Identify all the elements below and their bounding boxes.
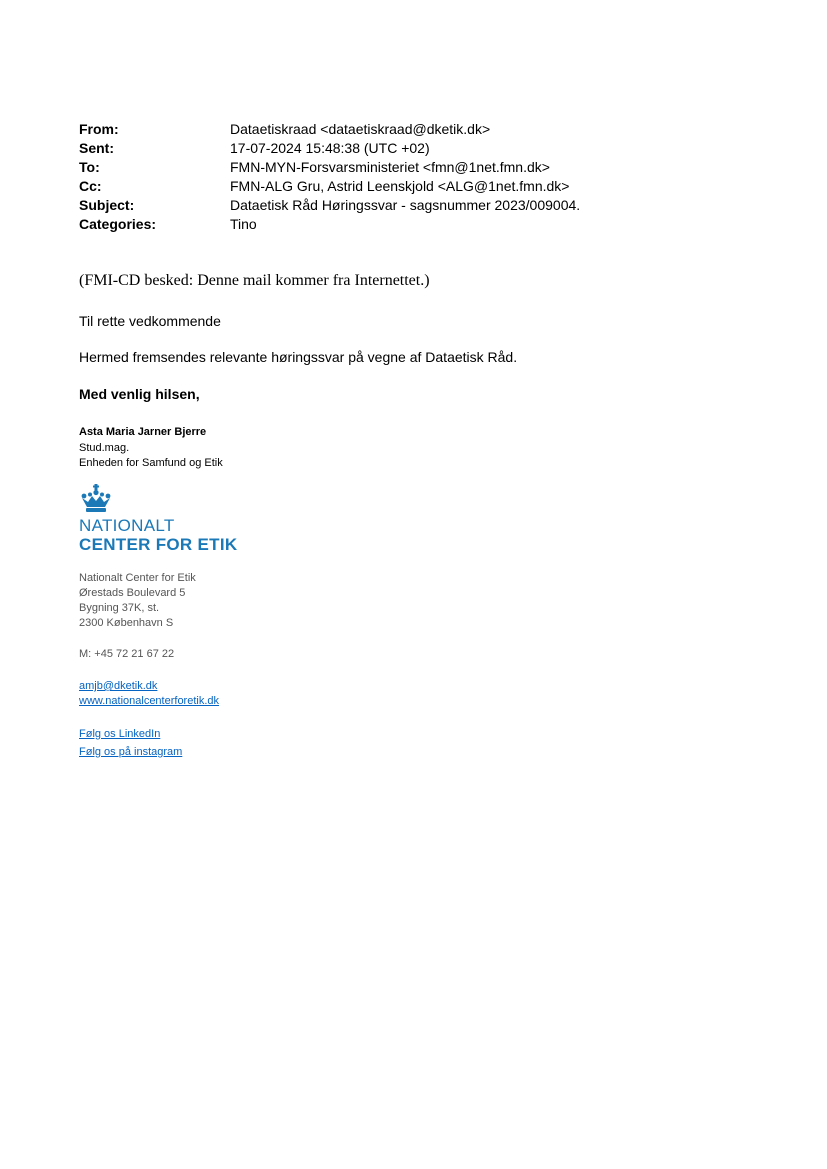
website-link[interactable]: www.nationalcenterforetik.dk <box>79 695 220 707</box>
signature-title: Stud.mag. <box>79 442 130 454</box>
address-line: Nationalt Center for Etik <box>79 572 196 584</box>
email-link[interactable]: amjb@dketik.dk <box>79 680 158 692</box>
logo-line-2: CENTER FOR ETIK <box>79 535 238 554</box>
logo-wordmark <box>79 516 237 554</box>
closing: Med venlig hilsen, <box>79 386 200 402</box>
header-key: Subject: <box>79 197 135 213</box>
header-value: Dataetiskraad <dataetiskraad@dketik.dk> <box>230 121 491 137</box>
header-value: Tino <box>230 216 257 232</box>
header-value: Dataetisk Råd Høringssvar - sagsnummer 2023/009004. <box>230 197 581 213</box>
header-key: Sent: <box>79 140 114 156</box>
header-value: FMN-MYN-Forsvarsministeriet <fmn@1net.fmn.dk> <box>230 159 550 175</box>
header-value: 17-07-2024 15:48:38 (UTC +02) <box>230 140 430 156</box>
header-key: From: <box>79 121 119 137</box>
signature-unit: Enheden for Samfund og Etik <box>79 457 223 469</box>
logo-line-1: NATIONALT <box>79 516 175 535</box>
header-value: FMN-ALG Gru, Astrid Leenskjold <ALG@1net.fmn.dk> <box>230 178 570 194</box>
greeting: Til rette vedkommende <box>79 313 221 329</box>
address-line: 2300 København S <box>79 617 174 629</box>
instagram-link[interactable]: Følg os på instagram <box>79 746 183 758</box>
external-mail-notice: (FMI-CD besked: Denne mail kommer fra Internettet.) <box>79 272 430 289</box>
address-line: Ørestads Boulevard 5 <box>79 587 186 599</box>
signature-name: Asta Maria Jarner Bjerre <box>79 426 207 438</box>
address-line: Bygning 37K, st. <box>79 602 160 614</box>
crown-icon <box>79 484 113 514</box>
message-text: Hermed fremsendes relevante høringssvar på vegne af Dataetisk Råd. <box>79 349 518 365</box>
header-key: Categories: <box>79 216 157 232</box>
header-key: To: <box>79 159 100 175</box>
phone-number: M: +45 72 21 67 22 <box>79 648 175 660</box>
linkedin-link[interactable]: Følg os LinkedIn <box>79 728 161 740</box>
header-key: Cc: <box>79 178 102 194</box>
